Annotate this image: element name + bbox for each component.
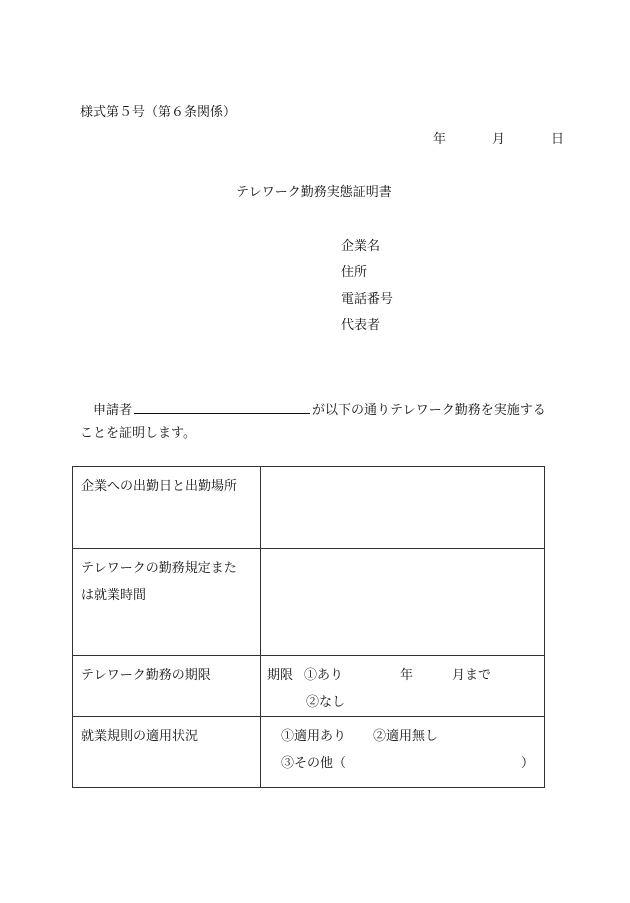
work-rules-label-line1: テレワークの勤務規定また [81,561,237,576]
date-year-label: 年 [433,132,447,147]
row-label-attendance: 企業への出勤日と出勤場所 [73,467,261,549]
table-row [73,656,545,717]
period-option-no[interactable]: ②なし [306,695,346,710]
form-number: 様式第５号（第６条関係） [80,105,237,120]
rules-option-applied[interactable]: ①適用あり [281,729,347,744]
rules-other-close-paren: ） [521,756,535,771]
period-year-label: 年 [400,668,414,683]
applicant-name-blank[interactable] [134,401,310,414]
row-label-period: テレワーク勤務の期限 [73,656,261,717]
company-phone-label: 電話番号 [341,292,394,307]
period-line-1 [267,662,538,689]
period-label: 期限 [267,668,294,683]
info-table [72,466,545,788]
company-name-label: 企業名 [341,239,381,254]
date-month-label: 月 [492,132,506,147]
work-rules-value-cell[interactable] [261,549,545,656]
period-month-label: 月まで [452,668,492,683]
document-title: テレワーク勤務実態証明書 [236,185,392,200]
rules-option-not-applied[interactable]: ②適用無し [373,729,439,744]
date-line [433,133,564,146]
row-label-work-rules [73,549,261,656]
table-row [73,549,545,656]
attendance-value-cell[interactable] [261,467,545,549]
statement-line-2: ことを証明します。 [80,426,196,441]
table-row [73,717,545,788]
date-day-label: 日 [551,132,565,147]
statement-line-1 [93,401,546,417]
rules-options-line-1 [267,723,538,750]
rules-options-line-2 [267,750,538,777]
company-address-label: 住所 [341,265,368,280]
period-value-cell [261,656,545,717]
table-row [73,467,545,549]
period-option-yes[interactable]: ①あり [304,668,344,683]
rules-option-other[interactable]: ③その他（ [281,756,347,771]
work-rules-label-line2: は就業時間 [81,588,147,603]
rules-application-value-cell [261,717,545,788]
statement-text: が以下の通りテレワーク勤務を実施する [312,403,546,418]
applicant-label: 申請者 [93,403,133,418]
row-label-rules-application: 就業規則の適用状況 [73,717,261,788]
company-representative-label: 代表者 [341,318,381,333]
